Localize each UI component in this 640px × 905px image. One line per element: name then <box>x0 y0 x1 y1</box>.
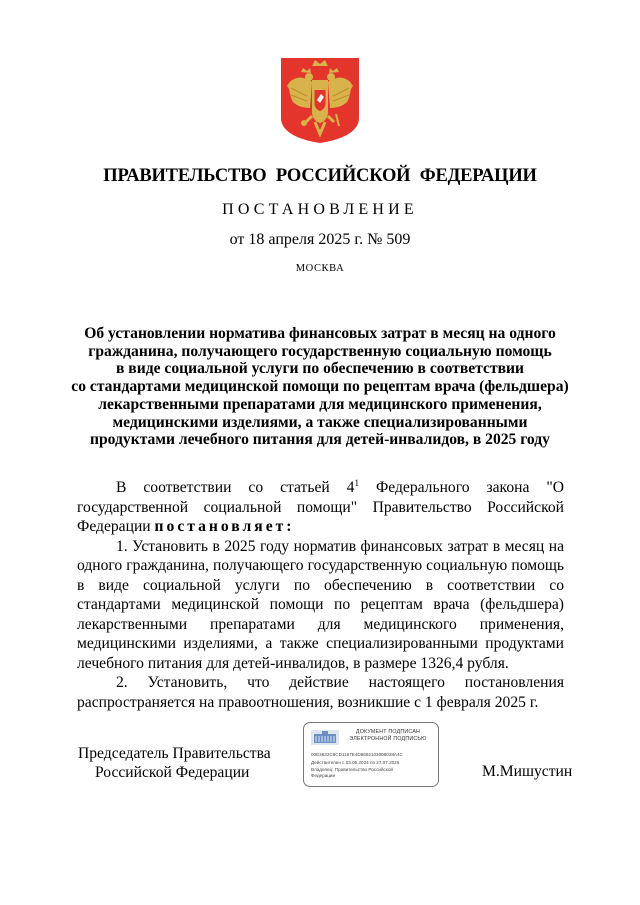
stamp-title <box>342 729 434 743</box>
document-type: ПОСТАНОВЛЕНИЕ <box>222 201 418 218</box>
document-body <box>77 474 564 712</box>
signatory-name: М.Мишустин <box>482 763 573 780</box>
subject-line: в виде социальной услуги по обеспечению в соответствии <box>115 360 525 378</box>
subject-line: медицинскими изделиями, а также специализированными <box>112 413 528 431</box>
stamp-title-line: ЭЛЕКТРОННОЙ ПОДПИСЬЮ <box>349 735 427 742</box>
document-date-number: от 18 апреля 2025 г. № 509 <box>229 231 411 248</box>
document-city: МОСКВА <box>295 263 345 274</box>
stamp-owner-cont: Федерации <box>311 773 336 778</box>
subject-line: лекарственными препаратами для медицинского применения, <box>98 395 542 413</box>
russian-coat-of-arms-icon <box>279 56 361 144</box>
item-2-paragraph: 2. Установить, что действие настоящего постановления распространяется на правоотношения, возникшие с 1 февраля 2025 г. <box>77 674 564 711</box>
stamp-serial: 00E3632C6CD1197E4D8692103006028A4C <box>311 752 403 757</box>
item-1-paragraph: 1. Установить в 2025 году норматив финансовых затрат в месяц на одного гражданина, получающего государственную социальную помощь в виде социальной услуги по обеспечению в соответствии со стандартами медицинской помощи по рецептам врача (фельдшера) лекарственными препаратами для медицинского применения, медицинскими изделиями, а также специализированными продуктами лечебного питания для детей-инвалидов, в размере 1326,4 рубля. <box>77 537 564 672</box>
preamble-text: В соответствии со статьей 4 <box>116 479 355 497</box>
subject-line: со стандартами медицинской помощи по рецептам врача (фельдшера) <box>71 378 569 396</box>
government-title: ПРАВИТЕЛЬСТВО РОССИЙСКОЙ ФЕДЕРАЦИИ <box>103 166 537 186</box>
electronic-signature-stamp <box>303 722 439 787</box>
stamp-validity: Действителен с 03.05.2024 по 27.07.2025 <box>311 760 400 765</box>
position-line: Российской Федерации <box>95 764 250 781</box>
position-line: Председатель Правительства <box>78 745 271 762</box>
document-subject <box>60 325 580 449</box>
subject-line: продуктами лечебного питания для детей-инвалидов, в 2025 году <box>90 431 550 449</box>
preamble-text-cont: Федерального закона "О государственной социальной помощи" Правительство Российской Федерации <box>77 479 564 536</box>
resolves-word: постановляет: <box>154 518 295 536</box>
signatory-position <box>78 744 278 782</box>
government-building-icon <box>310 729 340 746</box>
subject-line: гражданина, получающего государственную социальную помощь <box>88 342 552 360</box>
preamble-paragraph <box>77 474 564 537</box>
stamp-title-line: ДОКУМЕНТ ПОДПИСАН <box>355 729 421 735</box>
stamp-owner: Владелец: Правительство Российской <box>311 767 393 772</box>
subject-line: Об установлении норматива финансовых затрат в месяц на одного <box>84 325 556 342</box>
article-superscript: 1 <box>354 478 359 488</box>
